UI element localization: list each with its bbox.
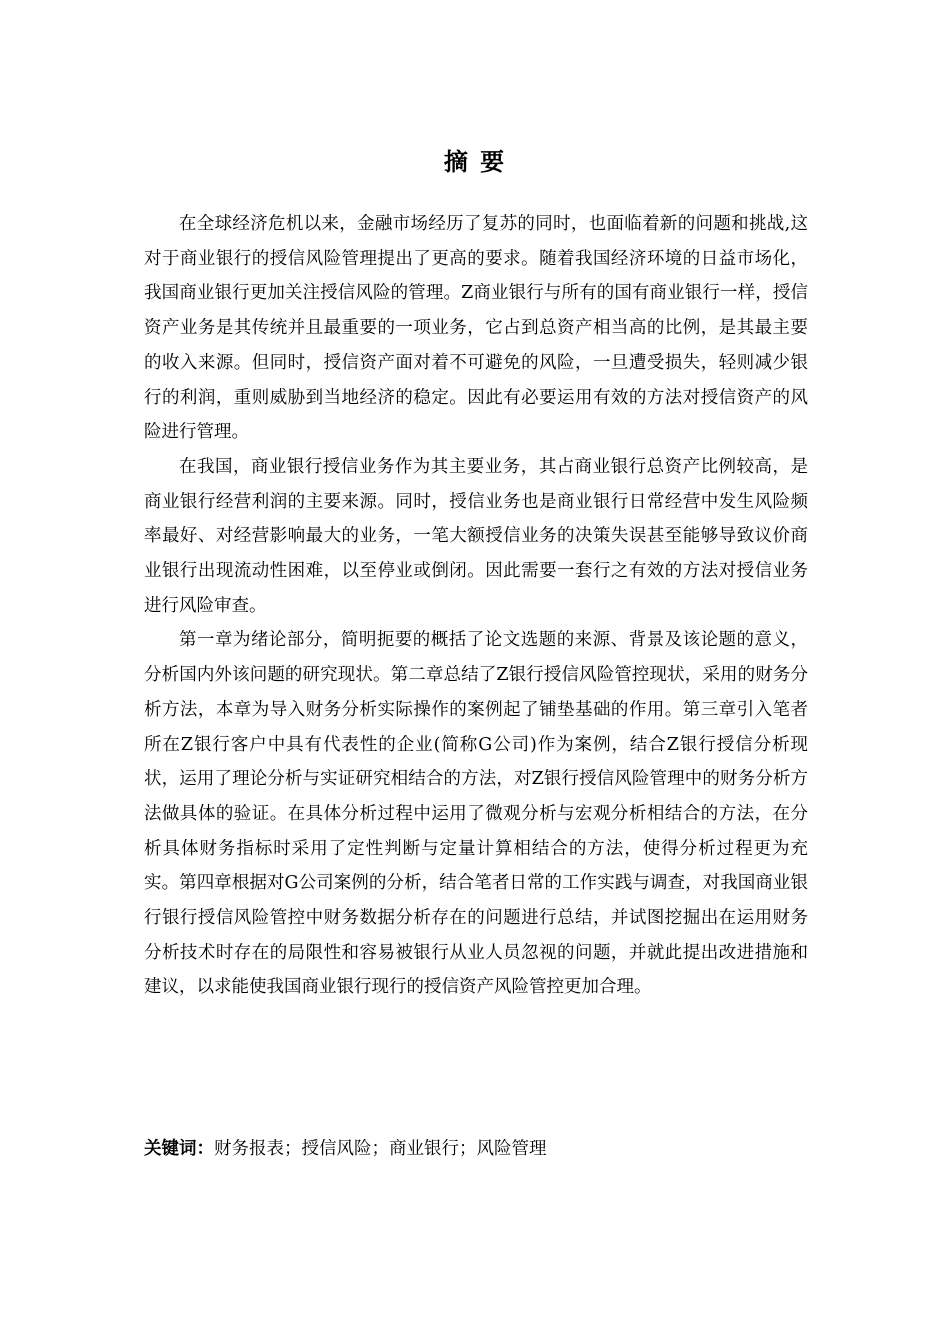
keywords-label: 关键词： (144, 1139, 214, 1159)
keywords-text: 财务报表；授信风险；商业银行；风险管理 (214, 1139, 547, 1159)
keywords-line (144, 1132, 808, 1166)
abstract-paragraph-2: 在我国，商业银行授信业务作为其主要业务，其占商业银行总资产比例较高，是商业银行经营利润的主要来源。同时，授信业务也是商业银行日常经营中发生风险频率最好、对经营影响最大的业务，一笔大额授信业务的决策失误甚至能够导致议价商业银行出现流动性困难，以至停业或倒闭。因此需要一套行之有效的方法对授信业务进行风险审查。 (144, 456, 808, 616)
abstract-paragraph-1: 在全球经济危机以来，金融市场经历了复苏的同时，也面临着新的问题和挑战,这对于商业银行的授信风险管理提出了更高的要求。随着我国经济环境的日益市场化，我国商业银行更加关注授信风险的管理。Z商业银行与所有的国有商业银行一样，授信资产业务是其传统并且最重要的一项业务，它占到总资产相当高的比例，是其最主要的收入来源。但同时，授信资产面对着不可避免的风险，一旦遭受损失，轻则减少银行的利润，重则威胁到当地经济的稳定。因此有必要运用有效的方法对授信资产的风险进行管理。 (144, 214, 808, 443)
abstract-body (144, 207, 808, 1005)
abstract-title: 摘 要 (443, 148, 507, 176)
abstract-paragraph-3: 第一章为绪论部分，简明扼要的概括了论文选题的来源、背景及该论题的意义，分析国内外该问题的研究现状。第二章总结了Z银行授信风险管控现状，采用的财务分析方法，本章为导入财务分析实际操作的案例起了铺垫基础的作用。第三章引入笔者所在Z银行客户中具有代表性的企业(简称G公司)作为案例，结合Z银行授信分析现状，运用了理论分析与实证研究相结合的方法，对Z银行授信风险管理中的财务分析方法做具体的验证。在具体分析过程中运用了微观分析与宏观分析相结合的方法，在分析具体财务指标时采用了定性判断与定量计算相结合的方法，使得分析过程更为充实。第四章根据对G公司案例的分析，结合笔者日常的工作实践与调查，对我国商业银行银行授信风险管控中财务数据分析存在的问题进行总结，并试图挖掘出在运用财务分析技术时存在的局限性和容易被银行从业人员忽视的问题，并就此提出改进措施和建议，以求能使我国商业银行现行的授信资产风险管控更加合理。 (144, 630, 808, 998)
